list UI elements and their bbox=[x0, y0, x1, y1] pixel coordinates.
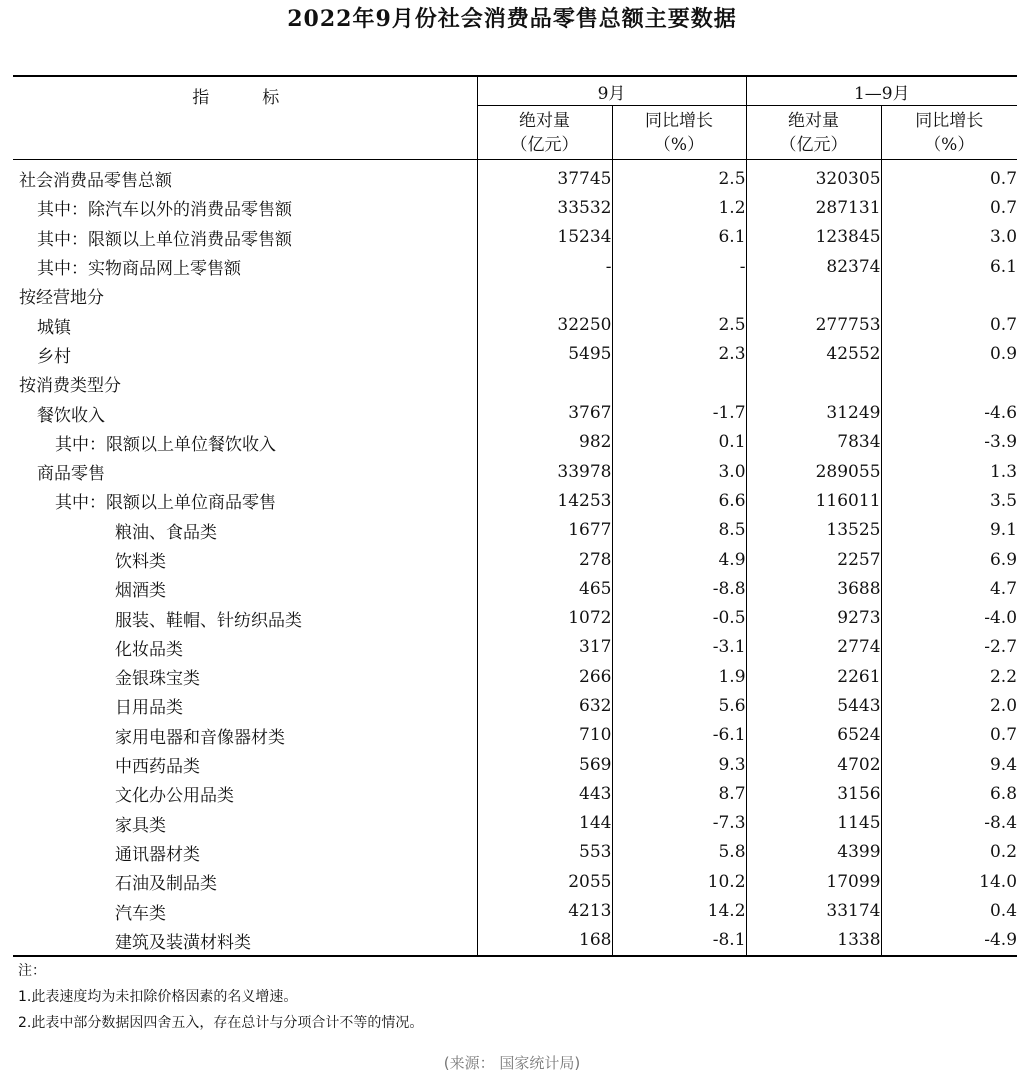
notes bbox=[18, 958, 423, 1036]
cell-ytd-yoy: 1.3 bbox=[881, 457, 1017, 486]
cell-sep-yoy: -3.1 bbox=[612, 633, 746, 662]
table-row bbox=[13, 603, 1017, 632]
cell-sep-yoy: - bbox=[612, 252, 746, 281]
cell-ytd-yoy: 14.0 bbox=[881, 867, 1017, 896]
row-label: 化妆品类 bbox=[115, 639, 183, 660]
cell-sep-absolute: 710 bbox=[477, 721, 612, 750]
cell-ytd-yoy: 6.8 bbox=[881, 779, 1017, 808]
cell-ytd-absolute: 4702 bbox=[746, 750, 881, 779]
cell-ytd-absolute: 320305 bbox=[746, 160, 881, 194]
header-abs-line2: （亿元） bbox=[779, 134, 848, 155]
retail-sales-table bbox=[13, 75, 1017, 957]
table-row bbox=[13, 809, 1017, 838]
table-row bbox=[13, 193, 1017, 222]
cell-sep-absolute: 553 bbox=[477, 838, 612, 867]
cell-ytd-absolute: 116011 bbox=[746, 486, 881, 515]
cell-ytd-absolute: 3688 bbox=[746, 574, 881, 603]
cell-ytd-absolute: 2261 bbox=[746, 662, 881, 691]
cell-sep-absolute: 37745 bbox=[477, 160, 612, 194]
table-row bbox=[13, 486, 1017, 515]
table-row bbox=[13, 398, 1017, 427]
source-line: (来源： 国家统计局) bbox=[443, 1054, 581, 1072]
table-row bbox=[13, 838, 1017, 867]
cell-ytd-absolute: 13525 bbox=[746, 516, 881, 545]
cell-ytd-yoy: 0.7 bbox=[881, 310, 1017, 339]
row-label: 石油及制品类 bbox=[115, 874, 217, 895]
row-label: 汽车类 bbox=[115, 903, 166, 924]
cell-ytd-absolute: 1145 bbox=[746, 809, 881, 838]
cell-sep-yoy: 9.3 bbox=[612, 750, 746, 779]
cell-ytd-yoy: -4.6 bbox=[881, 398, 1017, 427]
cell-sep-yoy bbox=[612, 281, 746, 310]
cell-ytd-yoy: 4.7 bbox=[881, 574, 1017, 603]
row-label: 金银珠宝类 bbox=[115, 669, 200, 690]
cell-ytd-yoy: -4.0 bbox=[881, 603, 1017, 632]
table-row bbox=[13, 369, 1017, 398]
cell-sep-absolute: 5495 bbox=[477, 340, 612, 369]
header-absolute-ytd bbox=[746, 106, 881, 160]
row-label: 商品零售 bbox=[37, 464, 105, 485]
cell-sep-absolute: 632 bbox=[477, 691, 612, 720]
header-yoy-line2: （%） bbox=[653, 134, 705, 155]
header-group-september: 9月 bbox=[477, 76, 746, 106]
cell-ytd-yoy: 0.4 bbox=[881, 896, 1017, 925]
cell-sep-absolute: 33532 bbox=[477, 193, 612, 222]
header-yoy-line1: 同比增长 bbox=[645, 110, 713, 131]
table-row bbox=[13, 457, 1017, 486]
header-abs-line1: 绝对量 bbox=[788, 110, 840, 131]
header-yoy-line2: （%） bbox=[924, 134, 975, 155]
header-yoy-sep bbox=[612, 106, 746, 160]
table-body bbox=[13, 160, 1017, 957]
cell-ytd-yoy bbox=[881, 281, 1017, 310]
cell-sep-yoy: -8.8 bbox=[612, 574, 746, 603]
table-row bbox=[13, 633, 1017, 662]
cell-ytd-absolute: 289055 bbox=[746, 457, 881, 486]
cell-sep-absolute: 569 bbox=[477, 750, 612, 779]
row-label: 日用品类 bbox=[115, 698, 183, 719]
cell-sep-absolute: 4213 bbox=[477, 896, 612, 925]
cell-ytd-absolute: 6524 bbox=[746, 721, 881, 750]
cell-ytd-absolute: 33174 bbox=[746, 896, 881, 925]
cell-sep-yoy: 8.7 bbox=[612, 779, 746, 808]
cell-ytd-absolute: 31249 bbox=[746, 398, 881, 427]
cell-ytd-yoy: -8.4 bbox=[881, 809, 1017, 838]
cell-sep-absolute: 14253 bbox=[477, 486, 612, 515]
cell-ytd-absolute: 287131 bbox=[746, 193, 881, 222]
row-label: 按经营地分 bbox=[19, 288, 104, 309]
header-yoy-line1: 同比增长 bbox=[915, 110, 984, 131]
notes-heading: 注： bbox=[18, 963, 46, 979]
cell-sep-absolute: 317 bbox=[477, 633, 612, 662]
table-row bbox=[13, 160, 1017, 194]
cell-ytd-absolute: 123845 bbox=[746, 223, 881, 252]
cell-sep-yoy: 1.9 bbox=[612, 662, 746, 691]
table-row bbox=[13, 926, 1017, 956]
cell-ytd-yoy: 9.4 bbox=[881, 750, 1017, 779]
cell-sep-yoy: 2.5 bbox=[612, 160, 746, 194]
header-abs-line1: 绝对量 bbox=[519, 110, 570, 131]
cell-sep-yoy: 14.2 bbox=[612, 896, 746, 925]
cell-ytd-absolute: 42552 bbox=[746, 340, 881, 369]
table-row bbox=[13, 691, 1017, 720]
cell-sep-yoy: 2.3 bbox=[612, 340, 746, 369]
cell-ytd-absolute: 82374 bbox=[746, 252, 881, 281]
table-row bbox=[13, 779, 1017, 808]
cell-ytd-yoy: 0.7 bbox=[881, 193, 1017, 222]
cell-ytd-absolute: 7834 bbox=[746, 428, 881, 457]
table-row bbox=[13, 223, 1017, 252]
cell-ytd-absolute bbox=[746, 369, 881, 398]
cell-sep-yoy: 0.1 bbox=[612, 428, 746, 457]
cell-ytd-yoy: 6.1 bbox=[881, 252, 1017, 281]
cell-sep-absolute: 1677 bbox=[477, 516, 612, 545]
row-label: 其中：限额以上单位消费品零售额 bbox=[37, 229, 292, 250]
row-label: 建筑及装潢材料类 bbox=[13, 926, 477, 956]
cell-sep-yoy: 3.0 bbox=[612, 457, 746, 486]
row-label: 社会消费品零售总额 bbox=[19, 171, 172, 192]
row-label: 其中：限额以上单位商品零售 bbox=[55, 493, 276, 514]
cell-ytd-yoy: 3.5 bbox=[881, 486, 1017, 515]
cell-sep-yoy: 5.8 bbox=[612, 838, 746, 867]
row-label: 中西药品类 bbox=[115, 757, 200, 778]
cell-sep-absolute: 278 bbox=[477, 545, 612, 574]
row-label: 家具类 bbox=[115, 815, 166, 836]
table-row bbox=[13, 662, 1017, 691]
table-row bbox=[13, 867, 1017, 896]
table-row bbox=[13, 310, 1017, 339]
cell-ytd-yoy: -4.9 bbox=[881, 926, 1017, 956]
cell-ytd-yoy: 9.1 bbox=[881, 516, 1017, 545]
table-row bbox=[13, 750, 1017, 779]
table-row bbox=[13, 340, 1017, 369]
table-row bbox=[13, 281, 1017, 310]
row-label: 通讯器材类 bbox=[115, 844, 200, 865]
header-group-jan-sep: 1—9月 bbox=[746, 76, 1017, 106]
cell-ytd-absolute: 4399 bbox=[746, 838, 881, 867]
cell-sep-absolute: - bbox=[477, 252, 612, 281]
cell-ytd-yoy: 2.2 bbox=[881, 662, 1017, 691]
header-abs-line2: （亿元） bbox=[510, 134, 579, 155]
cell-sep-absolute: 15234 bbox=[477, 223, 612, 252]
header-indicator: 指 标 bbox=[13, 76, 477, 160]
cell-ytd-yoy: -3.9 bbox=[881, 428, 1017, 457]
table-row bbox=[13, 545, 1017, 574]
row-label: 按消费类型分 bbox=[19, 376, 121, 397]
row-label: 文化办公用品类 bbox=[115, 786, 234, 807]
cell-ytd-absolute: 1338 bbox=[746, 926, 881, 956]
cell-ytd-absolute: 2774 bbox=[746, 633, 881, 662]
cell-ytd-absolute: 3156 bbox=[746, 779, 881, 808]
cell-ytd-yoy: 2.0 bbox=[881, 691, 1017, 720]
cell-sep-absolute: 2055 bbox=[477, 867, 612, 896]
row-label: 乡村 bbox=[37, 346, 71, 367]
note-item: 1.此表速度均为未扣除价格因素的名义增速。 bbox=[18, 989, 298, 1005]
row-label: 家用电器和音像器材类 bbox=[115, 727, 285, 748]
table-row bbox=[13, 896, 1017, 925]
cell-sep-yoy: -8.1 bbox=[612, 926, 746, 956]
cell-ytd-yoy bbox=[881, 369, 1017, 398]
cell-ytd-absolute: 2257 bbox=[746, 545, 881, 574]
cell-sep-absolute: 33978 bbox=[477, 457, 612, 486]
cell-sep-absolute: 32250 bbox=[477, 310, 612, 339]
row-label: 烟酒类 bbox=[115, 581, 166, 602]
cell-ytd-yoy: 3.0 bbox=[881, 223, 1017, 252]
row-label: 其中：实物商品网上零售额 bbox=[37, 259, 241, 280]
cell-ytd-yoy: 0.2 bbox=[881, 838, 1017, 867]
cell-sep-absolute bbox=[477, 281, 612, 310]
cell-ytd-yoy: 6.9 bbox=[881, 545, 1017, 574]
cell-sep-yoy: 10.2 bbox=[612, 867, 746, 896]
cell-ytd-absolute: 17099 bbox=[746, 867, 881, 896]
cell-sep-yoy: 8.5 bbox=[612, 516, 746, 545]
cell-ytd-yoy: 0.9 bbox=[881, 340, 1017, 369]
cell-ytd-absolute bbox=[746, 281, 881, 310]
cell-sep-yoy: -6.1 bbox=[612, 721, 746, 750]
cell-ytd-yoy: 0.7 bbox=[881, 160, 1017, 194]
cell-sep-yoy: 4.9 bbox=[612, 545, 746, 574]
cell-sep-yoy: 6.1 bbox=[612, 223, 746, 252]
row-label: 服装、鞋帽、针纺织品类 bbox=[115, 610, 302, 631]
row-label: 饮料类 bbox=[115, 552, 166, 572]
table-row bbox=[13, 574, 1017, 603]
cell-sep-yoy: -1.7 bbox=[612, 398, 746, 427]
cell-sep-absolute bbox=[477, 369, 612, 398]
cell-sep-absolute: 266 bbox=[477, 662, 612, 691]
cell-sep-yoy: -0.5 bbox=[612, 603, 746, 632]
cell-sep-yoy: 2.5 bbox=[612, 310, 746, 339]
header-yoy-ytd bbox=[881, 106, 1017, 160]
cell-sep-yoy: 5.6 bbox=[612, 691, 746, 720]
row-label: 其中：除汽车以外的消费品零售额 bbox=[37, 200, 292, 221]
cell-sep-absolute: 465 bbox=[477, 574, 612, 603]
cell-sep-absolute: 982 bbox=[477, 428, 612, 457]
table-row bbox=[13, 721, 1017, 750]
cell-sep-absolute: 1072 bbox=[477, 603, 612, 632]
cell-sep-yoy: 6.6 bbox=[612, 486, 746, 515]
cell-sep-yoy bbox=[612, 369, 746, 398]
cell-sep-yoy: 1.2 bbox=[612, 193, 746, 222]
cell-ytd-yoy: -2.7 bbox=[881, 633, 1017, 662]
cell-sep-absolute: 3767 bbox=[477, 398, 612, 427]
cell-sep-absolute: 168 bbox=[477, 926, 612, 956]
header-absolute-sep bbox=[477, 106, 612, 160]
row-label: 其中：限额以上单位餐饮收入 bbox=[55, 434, 276, 455]
row-label: 餐饮收入 bbox=[37, 405, 105, 426]
cell-sep-absolute: 144 bbox=[477, 809, 612, 838]
note-item: 2.此表中部分数据因四舍五入，存在总计与分项合计不等的情况。 bbox=[18, 1015, 424, 1031]
cell-ytd-absolute: 277753 bbox=[746, 310, 881, 339]
row-label: 粮油、食品类 bbox=[115, 522, 217, 543]
cell-ytd-yoy: 0.7 bbox=[881, 721, 1017, 750]
table-row bbox=[13, 428, 1017, 457]
cell-ytd-absolute: 5443 bbox=[746, 691, 881, 720]
cell-sep-yoy: -7.3 bbox=[612, 809, 746, 838]
table-row bbox=[13, 516, 1017, 545]
cell-ytd-absolute: 9273 bbox=[746, 603, 881, 632]
table-row bbox=[13, 252, 1017, 281]
page-title: 2022年9月份社会消费品零售总额主要数据 bbox=[287, 6, 737, 32]
row-label: 城镇 bbox=[37, 317, 71, 338]
cell-sep-absolute: 443 bbox=[477, 779, 612, 808]
